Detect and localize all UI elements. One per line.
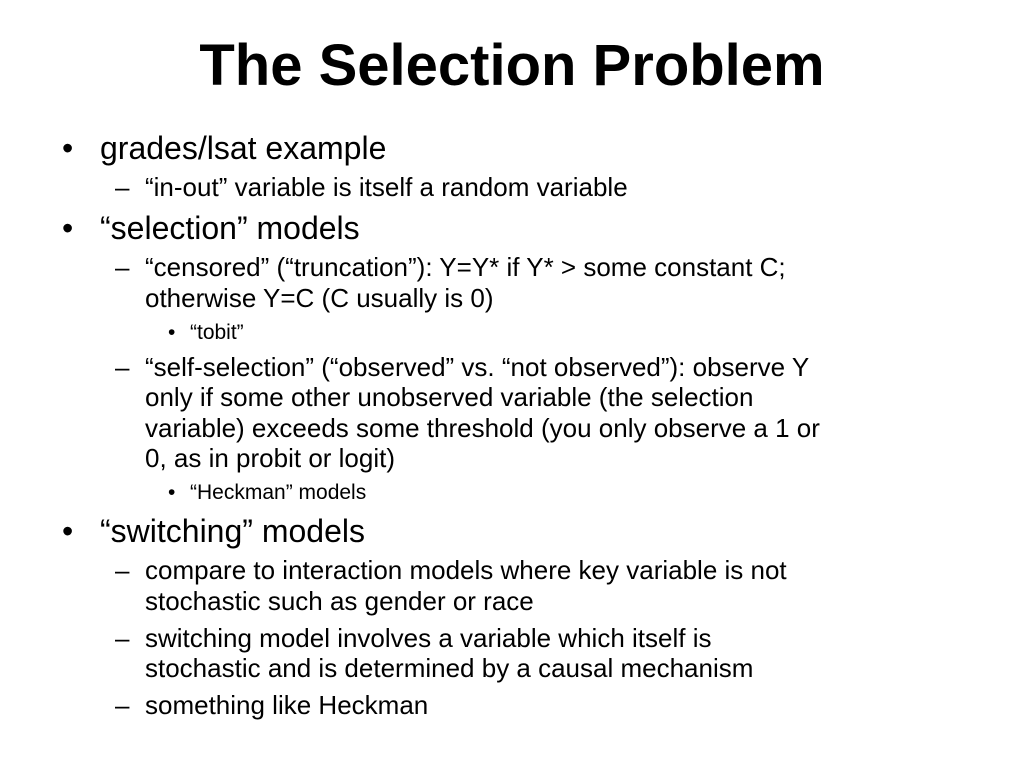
bullet-text-line: “censored” (“truncation”): Y=Y* if Y* > some constant C; xyxy=(145,252,786,282)
bullet-text-line: only if some other unobserved variable (the selection xyxy=(145,382,754,412)
bullet-text-line: “selection” models xyxy=(100,210,360,246)
bullet-marker: • xyxy=(168,481,176,504)
bullet-marker: • xyxy=(62,130,74,166)
dash-marker: – xyxy=(115,352,130,382)
dash-marker: – xyxy=(115,252,130,282)
bullet-text-line: “Heckman” models xyxy=(190,481,367,504)
bullet-text-line: stochastic such as gender or race xyxy=(145,586,534,616)
bullet-marker: • xyxy=(62,210,74,246)
bullet-marker: • xyxy=(168,321,176,344)
bullet-text-line: 0, as in probit or logit) xyxy=(145,443,396,473)
bullet-text-line: “tobit” xyxy=(190,321,244,344)
dash-marker: – xyxy=(115,172,130,202)
slide-title: The Selection Problem xyxy=(199,33,825,98)
dash-marker: – xyxy=(115,690,130,720)
bullet-marker: • xyxy=(62,513,74,549)
dash-marker: – xyxy=(115,555,130,585)
bullet-text-line: switching model involves a variable which itself is xyxy=(145,623,712,653)
bullet-text-line: compare to interaction models where key variable is not xyxy=(145,555,787,585)
bullet-text-line: grades/lsat example xyxy=(100,130,387,166)
bullet-text-line: “self-selection” (“observed” vs. “not observed”): observe Y xyxy=(145,352,810,382)
bullet-text-line: something like Heckman xyxy=(145,690,429,720)
dash-marker: – xyxy=(115,623,130,653)
bullet-text-line: “switching” models xyxy=(100,513,365,549)
bullet-text-line: variable) exceeds some threshold (you only observe a 1 or xyxy=(145,413,820,443)
bullet-text-line: “in-out” variable is itself a random variable xyxy=(145,172,628,202)
bullet-text-line: stochastic and is determined by a causal mechanism xyxy=(145,653,754,683)
bullet-text-line: otherwise Y=C (C usually is 0) xyxy=(145,283,494,313)
